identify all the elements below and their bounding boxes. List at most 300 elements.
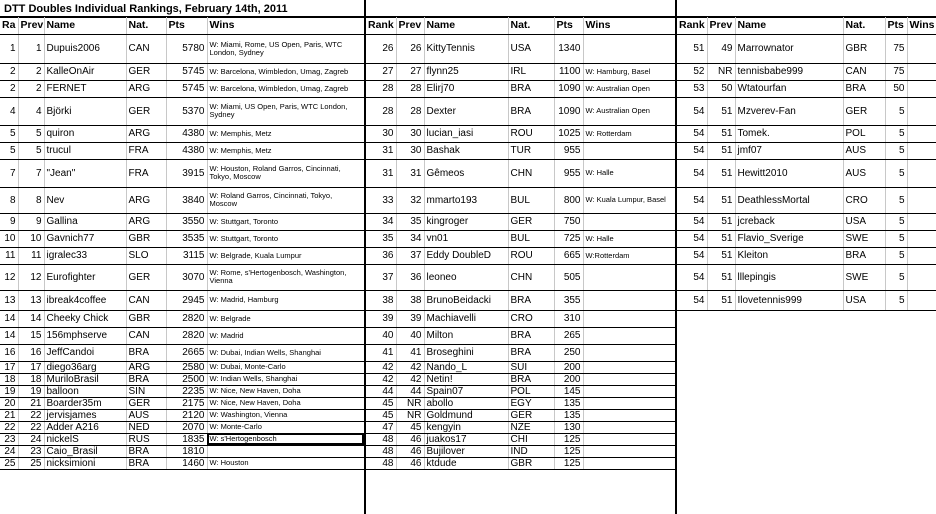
cell-nat[interactable]: BRA bbox=[843, 247, 885, 264]
cell-rank[interactable]: 48 bbox=[366, 433, 396, 445]
cell-prev[interactable]: 13 bbox=[18, 290, 44, 310]
cell-wins[interactable] bbox=[907, 264, 936, 290]
cell-rank[interactable]: 5 bbox=[0, 142, 18, 159]
cell-prev[interactable]: 21 bbox=[18, 397, 44, 409]
cell-wins[interactable]: W: Rotterdam bbox=[583, 125, 675, 142]
cell-wins[interactable] bbox=[907, 34, 936, 63]
cell-name[interactable]: balloon bbox=[44, 385, 126, 397]
cell-rank[interactable]: 17 bbox=[0, 361, 18, 373]
cell-pts[interactable]: 2665 bbox=[166, 344, 207, 361]
cell-nat[interactable]: USA bbox=[843, 290, 885, 310]
cell-nat[interactable]: AUS bbox=[843, 142, 885, 159]
cell-nat[interactable]: GER bbox=[843, 97, 885, 125]
cell-nat[interactable]: USA bbox=[508, 34, 554, 63]
cell-prev[interactable]: 7 bbox=[18, 159, 44, 187]
cell-prev[interactable]: 51 bbox=[707, 264, 735, 290]
cell-nat[interactable]: GER bbox=[126, 264, 166, 290]
column-header-wins[interactable]: Wins bbox=[207, 17, 364, 34]
cell-wins[interactable]: W: Houston, Roland Garros, Cincinnati, Tokyo, Moscow bbox=[207, 159, 364, 187]
cell-name[interactable]: flynn25 bbox=[424, 63, 508, 80]
cell-wins[interactable]: W:Rotterdam bbox=[583, 247, 675, 264]
cell-prev[interactable]: 10 bbox=[18, 230, 44, 247]
cell-name[interactable]: abollo bbox=[424, 397, 508, 409]
cell-nat[interactable]: SLO bbox=[126, 247, 166, 264]
cell-prev[interactable]: 27 bbox=[396, 63, 424, 80]
cell-wins[interactable] bbox=[583, 264, 675, 290]
cell-rank[interactable]: 7 bbox=[0, 159, 18, 187]
cell-pts[interactable]: 5 bbox=[885, 213, 907, 230]
cell-pts[interactable]: 1090 bbox=[554, 97, 583, 125]
cell-prev[interactable]: 28 bbox=[396, 80, 424, 97]
cell-prev[interactable]: 5 bbox=[18, 125, 44, 142]
column-header-prev[interactable]: Prev bbox=[707, 17, 735, 34]
cell-name[interactable]: Flavio_Sverige bbox=[735, 230, 843, 247]
cell-prev[interactable]: 12 bbox=[18, 264, 44, 290]
column-header-pts[interactable]: Pts bbox=[885, 17, 907, 34]
cell-pts[interactable]: 50 bbox=[885, 80, 907, 97]
cell-nat[interactable]: BRA bbox=[508, 80, 554, 97]
cell-pts[interactable]: 5 bbox=[885, 125, 907, 142]
cell-nat[interactable]: BRA bbox=[126, 445, 166, 457]
cell-name[interactable]: lllepingis bbox=[735, 264, 843, 290]
cell-rank[interactable]: 10 bbox=[0, 230, 18, 247]
cell-name[interactable]: vn01 bbox=[424, 230, 508, 247]
cell-pts[interactable]: 725 bbox=[554, 230, 583, 247]
cell-name[interactable]: BrunoBeidacki bbox=[424, 290, 508, 310]
cell-rank[interactable]: 54 bbox=[677, 125, 707, 142]
cell-name[interactable]: DeathlessMortal bbox=[735, 187, 843, 213]
cell-nat[interactable]: GER bbox=[126, 63, 166, 80]
cell-name[interactable]: igralec33 bbox=[44, 247, 126, 264]
cell-name[interactable]: diego36arg bbox=[44, 361, 126, 373]
cell-pts[interactable]: 1090 bbox=[554, 80, 583, 97]
cell-wins[interactable] bbox=[583, 397, 675, 409]
cell-name[interactable]: Bashak bbox=[424, 142, 508, 159]
cell-name[interactable]: mmarto193 bbox=[424, 187, 508, 213]
cell-prev[interactable]: 51 bbox=[707, 125, 735, 142]
cell-nat[interactable]: CHN bbox=[508, 159, 554, 187]
cell-prev[interactable]: 42 bbox=[396, 361, 424, 373]
cell-pts[interactable]: 2500 bbox=[166, 373, 207, 385]
cell-pts[interactable]: 2235 bbox=[166, 385, 207, 397]
cell-wins[interactable] bbox=[583, 385, 675, 397]
cell-nat[interactable]: NZE bbox=[508, 421, 554, 433]
cell-rank[interactable]: 12 bbox=[0, 264, 18, 290]
cell-rank[interactable]: 44 bbox=[366, 385, 396, 397]
cell-prev[interactable]: 1 bbox=[18, 34, 44, 63]
cell-rank[interactable]: 30 bbox=[366, 125, 396, 142]
cell-pts[interactable]: 2580 bbox=[166, 361, 207, 373]
cell-rank[interactable]: 25 bbox=[0, 457, 18, 469]
cell-wins[interactable]: W: Stuttgart, Toronto bbox=[207, 230, 364, 247]
cell-nat[interactable]: TUR bbox=[508, 142, 554, 159]
cell-pts[interactable]: 4380 bbox=[166, 125, 207, 142]
cell-name[interactable]: quiron bbox=[44, 125, 126, 142]
cell-name[interactable]: "Jean" bbox=[44, 159, 126, 187]
cell-nat[interactable]: SUI bbox=[508, 361, 554, 373]
cell-name[interactable]: Gallina bbox=[44, 213, 126, 230]
cell-name[interactable]: nicksimioni bbox=[44, 457, 126, 469]
cell-rank[interactable]: 4 bbox=[0, 97, 18, 125]
cell-name[interactable]: jcreback bbox=[735, 213, 843, 230]
column-header-rank[interactable]: Ra bbox=[0, 17, 18, 34]
cell-prev[interactable]: NR bbox=[396, 397, 424, 409]
cell-name[interactable]: Hewitt2010 bbox=[735, 159, 843, 187]
cell-wins[interactable] bbox=[907, 187, 936, 213]
cell-nat[interactable]: FRA bbox=[126, 159, 166, 187]
cell-name[interactable]: Björki bbox=[44, 97, 126, 125]
cell-nat[interactable]: IND bbox=[508, 445, 554, 457]
column-header-nat[interactable]: Nat. bbox=[508, 17, 554, 34]
cell-wins[interactable] bbox=[907, 97, 936, 125]
cell-rank[interactable]: 37 bbox=[366, 264, 396, 290]
cell-wins[interactable] bbox=[583, 409, 675, 421]
cell-nat[interactable]: EGY bbox=[508, 397, 554, 409]
cell-prev[interactable]: 5 bbox=[18, 142, 44, 159]
cell-rank[interactable]: 27 bbox=[366, 63, 396, 80]
cell-prev[interactable]: 51 bbox=[707, 230, 735, 247]
cell-nat[interactable]: BRA bbox=[508, 344, 554, 361]
cell-nat[interactable]: CAN bbox=[126, 34, 166, 63]
column-header-wins[interactable]: Wins bbox=[907, 17, 936, 34]
cell-name[interactable]: ibreak4coffee bbox=[44, 290, 126, 310]
cell-rank[interactable]: 54 bbox=[677, 187, 707, 213]
cell-nat[interactable]: CAN bbox=[843, 63, 885, 80]
cell-rank[interactable]: 2 bbox=[0, 80, 18, 97]
cell-prev[interactable]: 31 bbox=[396, 159, 424, 187]
cell-name[interactable]: Tomek. bbox=[735, 125, 843, 142]
cell-wins[interactable] bbox=[907, 230, 936, 247]
cell-pts[interactable]: 200 bbox=[554, 361, 583, 373]
cell-rank[interactable]: 23 bbox=[0, 433, 18, 445]
cell-rank[interactable]: 14 bbox=[0, 327, 18, 344]
cell-nat[interactable]: IRL bbox=[508, 63, 554, 80]
cell-prev[interactable]: 9 bbox=[18, 213, 44, 230]
cell-nat[interactable]: ARG bbox=[126, 213, 166, 230]
cell-pts[interactable]: 145 bbox=[554, 385, 583, 397]
cell-rank[interactable]: 20 bbox=[0, 397, 18, 409]
cell-rank[interactable]: 16 bbox=[0, 344, 18, 361]
cell-pts[interactable]: 1100 bbox=[554, 63, 583, 80]
cell-pts[interactable]: 355 bbox=[554, 290, 583, 310]
cell-prev[interactable]: 26 bbox=[396, 34, 424, 63]
cell-wins[interactable] bbox=[907, 80, 936, 97]
cell-pts[interactable]: 750 bbox=[554, 213, 583, 230]
column-header-pts[interactable]: Pts bbox=[166, 17, 207, 34]
cell-wins[interactable] bbox=[907, 63, 936, 80]
cell-nat[interactable]: CHI bbox=[508, 433, 554, 445]
cell-nat[interactable]: GBR bbox=[843, 34, 885, 63]
cell-nat[interactable]: NED bbox=[126, 421, 166, 433]
cell-wins[interactable] bbox=[907, 247, 936, 264]
cell-rank[interactable]: 45 bbox=[366, 409, 396, 421]
cell-nat[interactable]: ARG bbox=[126, 361, 166, 373]
cell-prev[interactable]: 51 bbox=[707, 247, 735, 264]
column-header-name[interactable]: Name bbox=[735, 17, 843, 34]
cell-wins[interactable]: W: Australian Open bbox=[583, 80, 675, 97]
cell-nat[interactable]: ARG bbox=[126, 80, 166, 97]
cell-prev[interactable]: 23 bbox=[18, 445, 44, 457]
cell-wins[interactable]: W: Miami, Rome, US Open, Paris, WTC London, Sydney bbox=[207, 34, 364, 63]
cell-nat[interactable]: ROU bbox=[508, 247, 554, 264]
cell-wins[interactable]: W: Halle bbox=[583, 159, 675, 187]
cell-name[interactable]: lucian_iasi bbox=[424, 125, 508, 142]
cell-nat[interactable]: BRA bbox=[508, 327, 554, 344]
cell-rank[interactable]: 54 bbox=[677, 290, 707, 310]
cell-rank[interactable]: 34 bbox=[366, 213, 396, 230]
cell-rank[interactable]: 13 bbox=[0, 290, 18, 310]
cell-name[interactable]: Goldmund bbox=[424, 409, 508, 421]
cell-rank[interactable]: 42 bbox=[366, 361, 396, 373]
cell-prev[interactable]: 32 bbox=[396, 187, 424, 213]
cell-prev[interactable]: 42 bbox=[396, 373, 424, 385]
cell-wins[interactable]: W: Barcelona, Wimbledon, Umag, Zagreb bbox=[207, 80, 364, 97]
cell-nat[interactable]: ARG bbox=[126, 125, 166, 142]
cell-prev[interactable]: 24 bbox=[18, 433, 44, 445]
cell-name[interactable]: Milton bbox=[424, 327, 508, 344]
column-header-prev[interactable]: Prev bbox=[396, 17, 424, 34]
cell-wins[interactable]: W: Hamburg, Basel bbox=[583, 63, 675, 80]
cell-nat[interactable]: AUS bbox=[843, 159, 885, 187]
cell-rank[interactable]: 9 bbox=[0, 213, 18, 230]
cell-pts[interactable]: 3840 bbox=[166, 187, 207, 213]
cell-rank[interactable]: 21 bbox=[0, 409, 18, 421]
cell-nat[interactable]: GER bbox=[126, 97, 166, 125]
cell-pts[interactable]: 75 bbox=[885, 63, 907, 80]
cell-pts[interactable]: 2175 bbox=[166, 397, 207, 409]
cell-name[interactable]: kengyin bbox=[424, 421, 508, 433]
cell-pts[interactable]: 1340 bbox=[554, 34, 583, 63]
cell-pts[interactable]: 3535 bbox=[166, 230, 207, 247]
cell-rank[interactable]: 5 bbox=[0, 125, 18, 142]
cell-rank[interactable]: 28 bbox=[366, 80, 396, 97]
cell-rank[interactable]: 24 bbox=[0, 445, 18, 457]
cell-rank[interactable]: 54 bbox=[677, 247, 707, 264]
cell-pts[interactable]: 135 bbox=[554, 409, 583, 421]
cell-name[interactable]: Boarder35m bbox=[44, 397, 126, 409]
cell-rank[interactable]: 45 bbox=[366, 397, 396, 409]
cell-prev[interactable]: 50 bbox=[707, 80, 735, 97]
cell-rank[interactable]: 47 bbox=[366, 421, 396, 433]
cell-prev[interactable]: 51 bbox=[707, 159, 735, 187]
cell-wins[interactable] bbox=[583, 327, 675, 344]
cell-prev[interactable]: 37 bbox=[396, 247, 424, 264]
cell-rank[interactable]: 52 bbox=[677, 63, 707, 80]
cell-name[interactable]: Nando_L bbox=[424, 361, 508, 373]
column-header-name[interactable]: Name bbox=[44, 17, 126, 34]
cell-pts[interactable]: 505 bbox=[554, 264, 583, 290]
cell-pts[interactable]: 310 bbox=[554, 310, 583, 327]
cell-pts[interactable]: 135 bbox=[554, 397, 583, 409]
cell-wins[interactable]: W: Miami, US Open, Paris, WTC London, Sydney bbox=[207, 97, 364, 125]
column-header-name[interactable]: Name bbox=[424, 17, 508, 34]
cell-prev[interactable]: 45 bbox=[396, 421, 424, 433]
cell-prev[interactable]: 41 bbox=[396, 344, 424, 361]
cell-prev[interactable]: 4 bbox=[18, 97, 44, 125]
cell-name[interactable]: Spain07 bbox=[424, 385, 508, 397]
cell-prev[interactable]: 40 bbox=[396, 327, 424, 344]
cell-nat[interactable]: ARG bbox=[126, 187, 166, 213]
cell-nat[interactable]: BRA bbox=[508, 290, 554, 310]
column-header-wins[interactable]: Wins bbox=[583, 17, 675, 34]
cell-pts[interactable]: 3915 bbox=[166, 159, 207, 187]
cell-prev[interactable]: 36 bbox=[396, 264, 424, 290]
cell-name[interactable]: Ilovetennis999 bbox=[735, 290, 843, 310]
cell-prev[interactable]: 30 bbox=[396, 125, 424, 142]
cell-name[interactable]: Bujilover bbox=[424, 445, 508, 457]
cell-rank[interactable]: 54 bbox=[677, 97, 707, 125]
cell-prev[interactable]: 28 bbox=[396, 97, 424, 125]
cell-name[interactable]: KittyTennis bbox=[424, 34, 508, 63]
cell-name[interactable]: Gavnich77 bbox=[44, 230, 126, 247]
cell-pts[interactable]: 5745 bbox=[166, 63, 207, 80]
cell-nat[interactable]: FRA bbox=[126, 142, 166, 159]
cell-nat[interactable]: BUL bbox=[508, 187, 554, 213]
cell-wins[interactable] bbox=[583, 310, 675, 327]
cell-pts[interactable]: 2820 bbox=[166, 310, 207, 327]
cell-nat[interactable]: BRA bbox=[126, 457, 166, 469]
cell-wins[interactable]: W: Rome, s'Hertogenbosch, Washington, Vienna bbox=[207, 264, 364, 290]
cell-prev[interactable]: 46 bbox=[396, 445, 424, 457]
cell-name[interactable]: Gêmeos bbox=[424, 159, 508, 187]
cell-wins[interactable] bbox=[583, 213, 675, 230]
cell-pts[interactable]: 130 bbox=[554, 421, 583, 433]
cell-nat[interactable]: GBR bbox=[126, 230, 166, 247]
cell-rank[interactable]: 18 bbox=[0, 373, 18, 385]
column-header-nat[interactable]: Nat. bbox=[126, 17, 166, 34]
cell-name[interactable]: Eurofighter bbox=[44, 264, 126, 290]
cell-wins[interactable] bbox=[583, 457, 675, 469]
cell-rank[interactable]: 31 bbox=[366, 142, 396, 159]
cell-rank[interactable]: 48 bbox=[366, 445, 396, 457]
column-header-nat[interactable]: Nat. bbox=[843, 17, 885, 34]
cell-wins[interactable]: W: Madrid, Hamburg bbox=[207, 290, 364, 310]
cell-pts[interactable]: 955 bbox=[554, 142, 583, 159]
cell-name[interactable]: Marrownator bbox=[735, 34, 843, 63]
cell-wins[interactable] bbox=[907, 290, 936, 310]
cell-name[interactable]: ktdude bbox=[424, 457, 508, 469]
cell-wins[interactable]: W: Roland Garros, Cincinnati, Tokyo, Moscow bbox=[207, 187, 364, 213]
cell-wins[interactable]: W: s'Hertogenbosch bbox=[207, 433, 364, 445]
cell-wins[interactable]: W: Dubai, Monte-Carlo bbox=[207, 361, 364, 373]
cell-nat[interactable]: SWE bbox=[843, 230, 885, 247]
cell-prev[interactable]: 51 bbox=[707, 213, 735, 230]
cell-wins[interactable] bbox=[207, 445, 364, 457]
cell-nat[interactable]: BRA bbox=[508, 373, 554, 385]
column-header-rank[interactable]: Rank bbox=[366, 17, 396, 34]
cell-prev[interactable]: 22 bbox=[18, 409, 44, 421]
cell-nat[interactable]: CRO bbox=[843, 187, 885, 213]
cell-prev[interactable]: 16 bbox=[18, 344, 44, 361]
cell-prev[interactable]: 2 bbox=[18, 80, 44, 97]
cell-rank[interactable]: 39 bbox=[366, 310, 396, 327]
cell-wins[interactable] bbox=[583, 34, 675, 63]
cell-prev[interactable]: 8 bbox=[18, 187, 44, 213]
cell-wins[interactable]: W: Belgrade bbox=[207, 310, 364, 327]
cell-prev[interactable]: 46 bbox=[396, 457, 424, 469]
cell-rank[interactable]: 48 bbox=[366, 457, 396, 469]
cell-rank[interactable]: 26 bbox=[366, 34, 396, 63]
cell-prev[interactable]: 44 bbox=[396, 385, 424, 397]
cell-nat[interactable]: CAN bbox=[126, 290, 166, 310]
cell-name[interactable]: Broseghini bbox=[424, 344, 508, 361]
cell-pts[interactable]: 800 bbox=[554, 187, 583, 213]
cell-wins[interactable] bbox=[583, 445, 675, 457]
cell-rank[interactable]: 38 bbox=[366, 290, 396, 310]
cell-rank[interactable]: 19 bbox=[0, 385, 18, 397]
cell-pts[interactable]: 125 bbox=[554, 433, 583, 445]
cell-nat[interactable]: BRA bbox=[843, 80, 885, 97]
cell-wins[interactable]: W: Dubai, Indian Wells, Shanghai bbox=[207, 344, 364, 361]
cell-rank[interactable]: 8 bbox=[0, 187, 18, 213]
cell-wins[interactable]: W: Washington, Vienna bbox=[207, 409, 364, 421]
cell-wins[interactable]: W: Monte-Carlo bbox=[207, 421, 364, 433]
cell-nat[interactable]: POL bbox=[508, 385, 554, 397]
cell-rank[interactable]: 54 bbox=[677, 213, 707, 230]
cell-wins[interactable]: W: Belgrade, Kuala Lumpur bbox=[207, 247, 364, 264]
cell-pts[interactable]: 5745 bbox=[166, 80, 207, 97]
cell-prev[interactable]: 30 bbox=[396, 142, 424, 159]
cell-prev[interactable]: 35 bbox=[396, 213, 424, 230]
cell-prev[interactable]: 38 bbox=[396, 290, 424, 310]
cell-name[interactable]: Eddy DoubleD bbox=[424, 247, 508, 264]
cell-prev[interactable]: 2 bbox=[18, 63, 44, 80]
cell-name[interactable]: trucul bbox=[44, 142, 126, 159]
cell-pts[interactable]: 3550 bbox=[166, 213, 207, 230]
cell-pts[interactable]: 2820 bbox=[166, 327, 207, 344]
cell-wins[interactable] bbox=[583, 142, 675, 159]
cell-wins[interactable]: W: Houston bbox=[207, 457, 364, 469]
cell-wins[interactable] bbox=[583, 373, 675, 385]
cell-name[interactable]: FERNET bbox=[44, 80, 126, 97]
cell-pts[interactable]: 5370 bbox=[166, 97, 207, 125]
cell-pts[interactable]: 200 bbox=[554, 373, 583, 385]
cell-name[interactable]: Caio_Brasil bbox=[44, 445, 126, 457]
cell-name[interactable]: MuriloBrasil bbox=[44, 373, 126, 385]
cell-rank[interactable]: 40 bbox=[366, 327, 396, 344]
cell-nat[interactable]: CHN bbox=[508, 264, 554, 290]
cell-nat[interactable]: POL bbox=[843, 125, 885, 142]
cell-name[interactable]: nickelS bbox=[44, 433, 126, 445]
cell-pts[interactable]: 955 bbox=[554, 159, 583, 187]
cell-pts[interactable]: 2945 bbox=[166, 290, 207, 310]
cell-prev[interactable]: 39 bbox=[396, 310, 424, 327]
cell-name[interactable]: tennisbabe999 bbox=[735, 63, 843, 80]
cell-pts[interactable]: 665 bbox=[554, 247, 583, 264]
cell-wins[interactable]: W: Indian Wells, Shanghai bbox=[207, 373, 364, 385]
cell-nat[interactable]: BRA bbox=[126, 344, 166, 361]
cell-wins[interactable] bbox=[583, 421, 675, 433]
cell-name[interactable]: kingroger bbox=[424, 213, 508, 230]
cell-pts[interactable]: 1810 bbox=[166, 445, 207, 457]
cell-wins[interactable]: W: Kuala Lumpur, Basel bbox=[583, 187, 675, 213]
cell-pts[interactable]: 5 bbox=[885, 247, 907, 264]
cell-rank[interactable]: 31 bbox=[366, 159, 396, 187]
cell-prev[interactable]: 15 bbox=[18, 327, 44, 344]
cell-rank[interactable]: 28 bbox=[366, 97, 396, 125]
cell-pts[interactable]: 4380 bbox=[166, 142, 207, 159]
cell-nat[interactable]: RUS bbox=[126, 433, 166, 445]
cell-pts[interactable]: 1460 bbox=[166, 457, 207, 469]
cell-prev[interactable]: 18 bbox=[18, 373, 44, 385]
cell-rank[interactable]: 33 bbox=[366, 187, 396, 213]
cell-prev[interactable]: 46 bbox=[396, 433, 424, 445]
cell-name[interactable]: jmf07 bbox=[735, 142, 843, 159]
cell-wins[interactable] bbox=[583, 361, 675, 373]
cell-prev[interactable]: 25 bbox=[18, 457, 44, 469]
cell-rank[interactable]: 14 bbox=[0, 310, 18, 327]
cell-wins[interactable]: W: Stuttgart, Toronto bbox=[207, 213, 364, 230]
